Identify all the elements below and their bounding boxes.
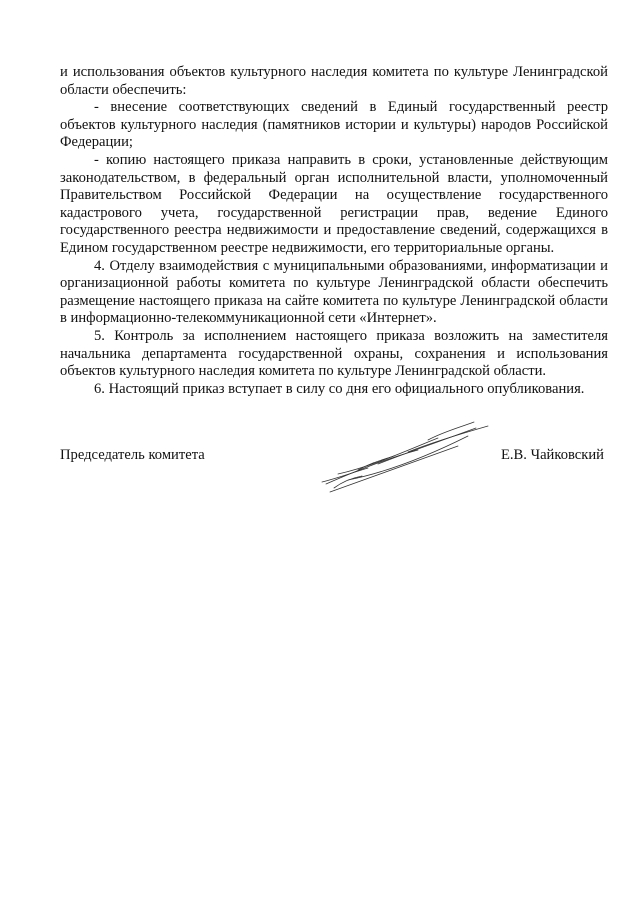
signatory-title: Председатель комитета bbox=[60, 447, 205, 463]
document-body bbox=[60, 64, 608, 398]
paragraph-point-4: 4. Отделу взаимодействия с муниципальными образованиями, информатизации и организационной работы комитета по культуре Ленинградской области обеспечить размещение настоящего приказа на сайте комитета по культуре Ленинградской области в информационно-телекоммуникационной сети «Интернет». bbox=[60, 257, 608, 327]
paragraph-copy-item: - копию настоящего приказа направить в сроки, установленные действующим законодательством, в федеральный орган исполнительной власти, уполномоченный Правительством Российской Федерации на осуществление государственного кадастрового учета, государственной регистрации прав, ведение Единого государственного реестра недвижимости и предоставление сведений, содержащихся в Едином государственном реестре недвижимости, его территориальные органы. bbox=[60, 151, 608, 256]
paragraph-registry-item: - внесение соответствующих сведений в Единый государственный реестр объектов культурного наследия (памятников истории и культуры) народов Российской Федерации; bbox=[60, 99, 608, 151]
signatory-name: Е.В. Чайковский bbox=[500, 447, 604, 463]
paragraph-point-5: 5. Контроль за исполнением настоящего приказа возложить на заместителя начальника департамента государственной охраны, сохранения и использования объектов культурного наследия комитета по культуре Ленинградской области. bbox=[60, 327, 608, 380]
paragraph-continuation: и использования объектов культурного наследия комитета по культуре Ленинградской области обеспечить: bbox=[60, 64, 608, 98]
paragraph-point-6: 6. Настоящий приказ вступает в силу со дня его официального опубликования. bbox=[94, 380, 585, 397]
signature-block bbox=[60, 447, 608, 467]
